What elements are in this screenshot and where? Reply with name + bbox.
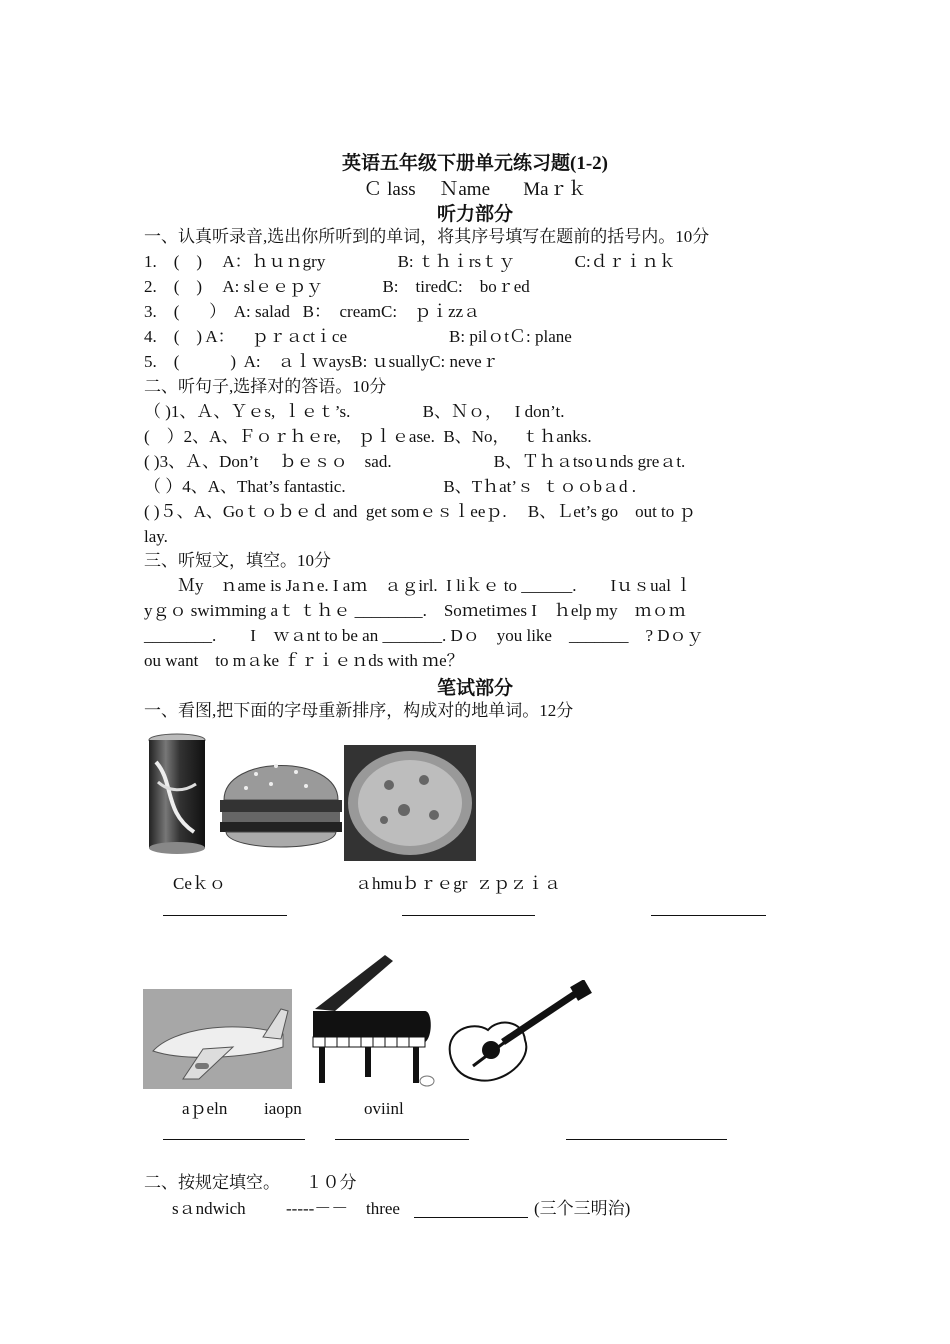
scrambled-word-coke: Ceｋｏ [173, 874, 226, 893]
answer-blank[interactable] [163, 914, 287, 916]
answer-blank[interactable] [566, 1138, 727, 1140]
listening-part1-item: 5. ( ) A: ａｌｗaysB: ｕsuallyC: neveｒ [144, 352, 499, 371]
answer-blank[interactable] [163, 1138, 305, 1140]
pizza-icon [344, 745, 476, 861]
class-name-mark-line: Ｃ lass Ｎame Maｒｋ [363, 179, 587, 200]
listening-part2-heading: 二、听句子,选择对的答语。10分 [144, 377, 387, 396]
passage-line: Ｍy ｎame is Jaｎe. I aｍ ａｇirl. I liｋｅ to ______. Iｕｓual ｌ [144, 576, 693, 595]
listening-part1-item: 1. ( ) A：ｈｕｎgry B: ｔｈｉrsｔｙ C:ｄｒｉｎｋ [144, 252, 676, 271]
listening-part2-item: ( )５、A、Goｔｏｂｅｄ and get somｅｓｌeeｐ. B、Ｌet’s go out to ｐ [144, 502, 696, 521]
listening-part1-item: 2. ( ) A: slｅｅｐｙ B: tiredC: boｒed [144, 277, 530, 296]
writing-section-title: 笔试部分 [436, 678, 513, 699]
answer-blank[interactable] [651, 914, 766, 916]
listening-section-title: 听力部分 [436, 204, 513, 225]
hamburger-icon [216, 744, 346, 856]
fill-note: (三个三明治) [534, 1199, 631, 1218]
page-title: 英语五年级下册单元练习题(1-2) [342, 153, 608, 174]
airplane-icon [143, 989, 292, 1089]
fill-arrow: -----－－ [286, 1199, 349, 1218]
fill-prompt: three [366, 1199, 400, 1218]
fill-answer-blank[interactable] [414, 1216, 528, 1218]
listening-part2-item: ( ）2、A、Ｆｏｒｈｅre, ｐｌｅase. B、No， ｔｈanks. [144, 427, 592, 446]
listening-part1-heading: 一、认真听录音,选出你所听到的单词，将其序号填写在题前的括号内。10分 [144, 227, 710, 246]
listening-part1-item: 4. ( ) A： ｐｒａctｉce B: pilｏtＣ: plane [144, 327, 572, 346]
answer-blank[interactable] [402, 914, 535, 916]
passage-line: ou want to mａke ｆｒｉｅｎds with ｍe？ [144, 651, 464, 670]
scrambled-words-hamburger-pizza: ａhmuｂｒｅgr ｚｐｚｉａ [355, 874, 561, 893]
fill-word: sａndwich [172, 1199, 246, 1218]
answer-blank[interactable] [335, 1138, 469, 1140]
writing-part2-heading: 二、按规定填空。 １０分 [144, 1173, 357, 1192]
scrambled-word-violin: oviinl [364, 1099, 404, 1118]
listening-part3-heading: 三、听短文，填空。10分 [144, 551, 331, 570]
passage-line: ________. I ｗａnt to be an _______. Dｏ you like _______ ? Dｏｙ [144, 626, 704, 645]
passage-line: yｇｏ swiｍming aｔ ｔｈｅ ________. Soｍetiｍes I ｈelp my ｍｏｍ [144, 601, 686, 620]
writing-part1-heading: 一、看图,把下面的字母重新排序，构成对的地单词。12分 [144, 701, 574, 720]
piano-icon [305, 951, 435, 1089]
listening-part2-item: （ ）4、A、That’s fantastic. B、Tｈat’ｓ ｔｏｏbａd . [144, 477, 637, 496]
listening-part1-item: 3. ( ） A: salad B： creamC: ｐｉzzａ [144, 302, 481, 321]
listening-part2-item: ( )3、Ａ、Don’t ｂｅｓｏ sad. B、Ｔｈａtsoｕnds greａt. [144, 452, 686, 471]
scrambled-word-plane: aｐeln [182, 1099, 228, 1118]
cola-can-icon [144, 732, 210, 858]
listening-part2-item: lay. [144, 527, 168, 546]
scrambled-word-piano: iaopn [264, 1099, 302, 1118]
listening-part2-item: （ )1、Ａ、Ｙｅs, ｌｅｔ’s. B、Ｎｏ， I don’t. [144, 402, 565, 421]
guitar-icon [443, 980, 593, 1088]
